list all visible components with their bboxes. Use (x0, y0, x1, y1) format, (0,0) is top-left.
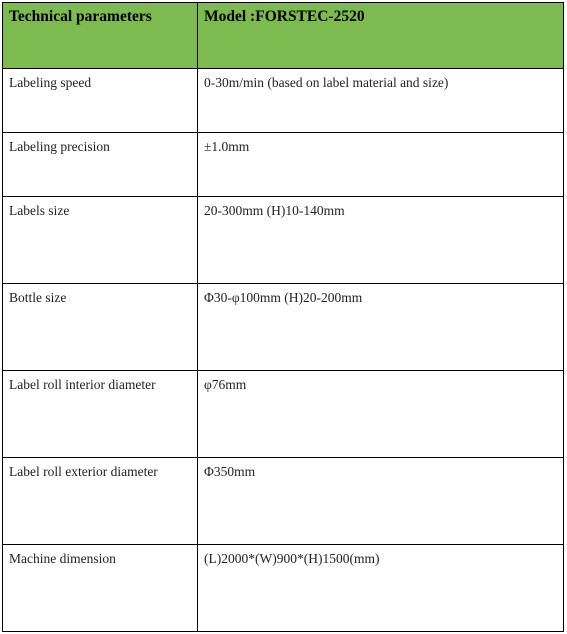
table-row (3, 371, 564, 458)
spec-table (2, 2, 564, 632)
header-technical-parameters: Technical parameters (3, 3, 198, 69)
table-row (3, 284, 564, 371)
param-value: (L)2000*(W)900*(H)1500(mm) (198, 545, 564, 632)
param-value: Φ30-φ100mm (H)20-200mm (198, 284, 564, 371)
param-value: Φ350mm (198, 458, 564, 545)
table-header-row (3, 3, 564, 69)
param-value: ±1.0mm (198, 133, 564, 197)
table-row (3, 458, 564, 545)
table-row (3, 197, 564, 284)
table-row (3, 69, 564, 133)
param-label: Label roll interior diameter (3, 371, 198, 458)
param-label: Machine dimension (3, 545, 198, 632)
header-model: Model :FORSTEC-2520 (198, 3, 564, 69)
param-value: 20-300mm (H)10-140mm (198, 197, 564, 284)
param-label: Label roll exterior diameter (3, 458, 198, 545)
table-row (3, 133, 564, 197)
table-row (3, 545, 564, 632)
param-value: 0-30m/min (based on label material and size) (198, 69, 564, 133)
param-label: Labeling precision (3, 133, 198, 197)
param-value: φ76mm (198, 371, 564, 458)
param-label: Labels size (3, 197, 198, 284)
param-label: Labeling speed (3, 69, 198, 133)
param-label: Bottle size (3, 284, 198, 371)
